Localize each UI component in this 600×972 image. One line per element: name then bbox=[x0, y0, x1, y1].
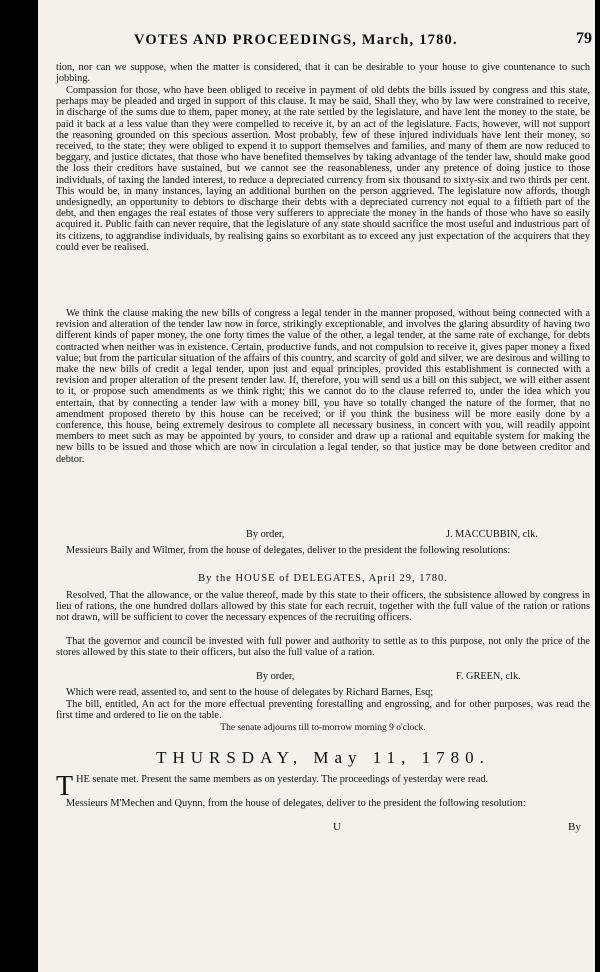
paragraph-11-text: Messieurs M'Mechen and Quynn, from the house of delegates, deliver to the president the following resolution: bbox=[66, 798, 526, 809]
clerk-signature-1: J. MACCUBBIN, clk. bbox=[446, 529, 538, 540]
paragraph-4-text: Messieurs Baily and Wilmer, from the house of delegates, deliver to the president the following resolutions: bbox=[66, 545, 511, 556]
paragraph-3 bbox=[56, 308, 590, 465]
paragraph-5-text: Resolved, That the allowance, or the value thereof, made by this state to their officers, the subsistence allowed by congress in lieu of rations, the one hundred dollars allowed by this state for each recruit, together with the full value of the ration or rations not drawn, will be sufficient to cover the necessary expences of the recruiting officers. bbox=[56, 590, 590, 624]
document-page bbox=[38, 0, 595, 972]
paragraph-1 bbox=[56, 62, 590, 84]
page-number: 79 bbox=[576, 30, 592, 47]
by-order-1: By order, bbox=[246, 529, 285, 540]
paragraph-10 bbox=[56, 771, 590, 802]
paragraph-11 bbox=[56, 798, 590, 809]
paragraph-8-text: The bill, entitled, An act for the more effectual preventing forestalling and engrossing, and for other purposes, was read the first time and ordered to lie on the table. bbox=[56, 699, 590, 722]
paragraph-4 bbox=[56, 545, 590, 556]
paragraph-3-text: We think the clause making the new bills of congress a legal tender in the manner proposed, without being connected with a revision and alteration of the tender law now in force, strikingly exceptionable, and involves the glaring absurdity of having two different kinds of paper money, the one forty times the value of the other, a legal tender, at the same rate of exchange, for debts contracted when neither was in existence. Certain, productive funds, and not compulsion to receive it, gives paper money a fixed value; but from the particular situation of the affairs of this country, and scarcity of gold and silver, we are desirous and willing to make the new bills of credit a legal tender, upon just and equal principles, provided this establishment is connected with a revision and proper alteration of the present tender law. If, therefore, you will send us a bill on this subject, we will either assent to it, or propose such amendments as we think right; this we cannot do to the clause referred to, under the idea which you entertain, that by connecting a tender law with a money bill, you have so totally changed the nature of the former, that no amendment proposed thereto by this house can be received; or if you think the business will be more easily done by a conference, this house, being extremely desirous to complete all necessary business, in concert with you, will readily appoint members to meet such as may be appointed by yours, to consider and draw up a rational and equitable system for making the new bills to be issued and those which are now in circulation a legal tender, so that justice may be done between creditor and debtor. bbox=[56, 308, 590, 465]
signature-mark: U bbox=[333, 821, 341, 833]
paragraph-7-text: Which were read, assented to, and sent to the house of delegates by Richard Barnes, Esq; bbox=[66, 687, 434, 698]
paragraph-7 bbox=[56, 687, 590, 698]
clerk-signature-2: F. GREEN, clk. bbox=[456, 671, 521, 682]
paragraph-1-text: tion, nor can we suppose, when the matter is considered, that it can be desirable to your house to give countenance to such jobbing. bbox=[56, 62, 590, 85]
catchword: By bbox=[568, 821, 581, 833]
paragraph-2-text: Compassion for those, who have been obliged to receive in payment of old debts the bills issued by congress and this state, perhaps may be pleaded and urged in support of this clause. It may be said, Shall they, who by law were constrained to receive, in discharge of the sums due to them, paper money, at the rate settled by the legislature, and have lent the money to the state, be paid it back at a less value than they were compelled to receive it, by an act of the legislature. Facts, however, will not support the reasoning grounded on this specious assertion. Most probably, few of these injured individuals have lent their money, so received, to the state; they were obliged to expend it to support themselves and families, and many of them are now reduced to beggary, and justice dictates, that those who have benefited themselves by taking advantage of the tender law, should make good the loss their creditors have sustained, but we cannot see the reasonableness, under any pretence of doing justice to those individuals, of taxing the landed interest, to reduce a depreciated currency from six thousand to sixty-six and two thirds per cent. This would be, in many instances, laying an additional burthen on the person aggrieved. The legislature now affords, though undesignedly, an opportunity to debtors to discharge their debts with a depreciated currency not equal to a fiftieth part of the debt, and then engages the real estates of those very sufferers to appreciate the money in the hands of those who have so easily acquired it. Public faith can never require, that the legislature of any state should sacrifice the most useful and industrious part of its citizens, to aggrandise individuals, by realising gains so exorbitant as to exceed any just expectation of the acquirers that they could ever be realised. bbox=[56, 85, 590, 253]
paragraph-10-text: HE senate met. Present the same members as on yesterday. The proceedings of yesterday were read. bbox=[76, 774, 489, 785]
paragraph-6-text: That the governor and council be invested with full power and authority to settle as to this purpose, not only the price of the stores allowed by this state to their officers, but also the full value of a ration. bbox=[56, 636, 590, 659]
by-order-2: By order, bbox=[256, 671, 295, 682]
house-of-delegates-heading: By the HOUSE of DELEGATES, April 29, 1780. bbox=[198, 573, 448, 584]
paragraph-6 bbox=[56, 636, 590, 658]
paragraph-5 bbox=[56, 590, 590, 624]
senate-adjourns: The senate adjourns till to-morrow morning 9 o'clock. bbox=[220, 723, 426, 733]
paragraph-2 bbox=[56, 85, 590, 253]
paragraph-8 bbox=[56, 699, 590, 721]
day-heading: THURSDAY, May 11, 1780. bbox=[156, 748, 490, 767]
drop-cap: T bbox=[56, 771, 74, 802]
running-title: VOTES AND PROCEEDINGS, March, 1780. bbox=[134, 32, 458, 48]
